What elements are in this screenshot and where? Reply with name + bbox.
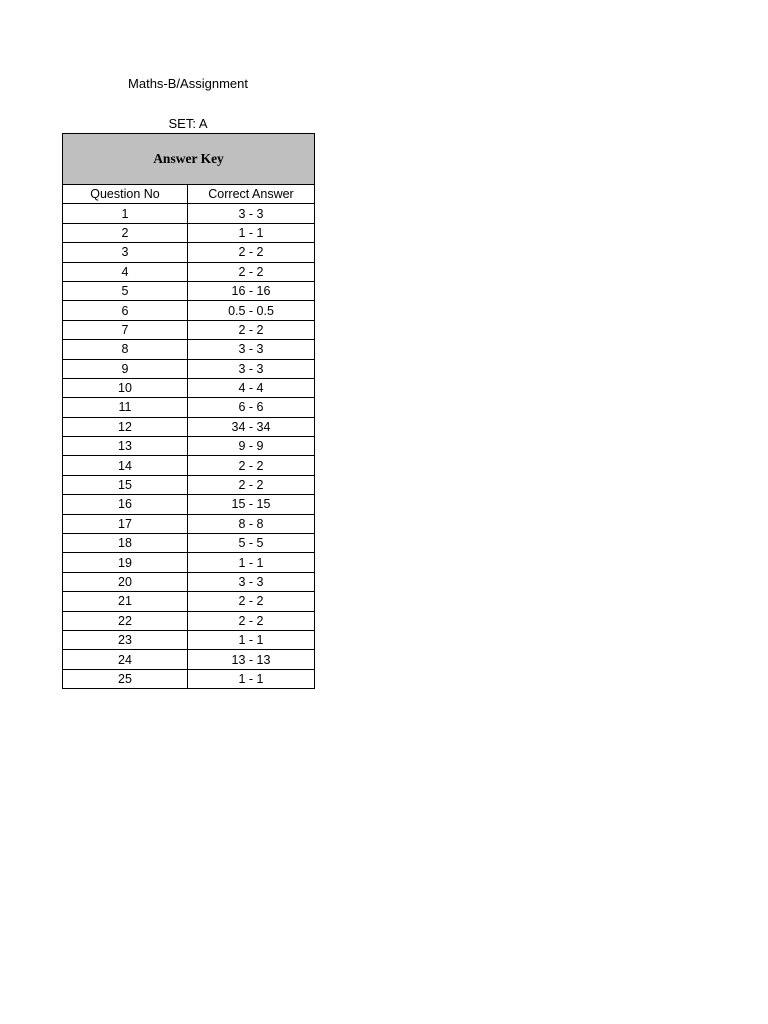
question-number-cell: 3 xyxy=(63,243,188,262)
correct-answer-cell: 2 - 2 xyxy=(188,320,315,339)
answer-rows xyxy=(63,204,315,689)
table-row xyxy=(63,320,315,339)
question-number-cell: 5 xyxy=(63,281,188,300)
table-row xyxy=(63,437,315,456)
correct-answer-cell: 6 - 6 xyxy=(188,398,315,417)
table-row xyxy=(63,417,315,436)
question-number-cell: 24 xyxy=(63,650,188,669)
table-row xyxy=(63,553,315,572)
correct-answer-cell: 16 - 16 xyxy=(188,281,315,300)
correct-answer-cell: 15 - 15 xyxy=(188,495,315,514)
table-row xyxy=(63,223,315,242)
correct-answer-cell: 2 - 2 xyxy=(188,475,315,494)
question-number-cell: 25 xyxy=(63,669,188,688)
table-row xyxy=(63,514,315,533)
question-number-cell: 10 xyxy=(63,378,188,397)
question-number-cell: 22 xyxy=(63,611,188,630)
table-row xyxy=(63,301,315,320)
correct-answer-cell: 8 - 8 xyxy=(188,514,315,533)
answer-key-title: Answer Key xyxy=(63,134,315,185)
correct-answer-cell: 0.5 - 0.5 xyxy=(188,301,315,320)
correct-answer-cell: 2 - 2 xyxy=(188,611,315,630)
question-number-cell: 12 xyxy=(63,417,188,436)
question-number-cell: 21 xyxy=(63,592,188,611)
correct-answer-cell: 2 - 2 xyxy=(188,243,315,262)
table-row xyxy=(63,456,315,475)
table-row xyxy=(63,398,315,417)
answer-key-table xyxy=(62,133,315,689)
question-number-cell: 2 xyxy=(63,223,188,242)
question-number-cell: 4 xyxy=(63,262,188,281)
question-number-cell: 19 xyxy=(63,553,188,572)
question-number-cell: 18 xyxy=(63,534,188,553)
table-row xyxy=(63,572,315,591)
table-row xyxy=(63,534,315,553)
correct-answer-cell: 5 - 5 xyxy=(188,534,315,553)
correct-answer-cell: 3 - 3 xyxy=(188,340,315,359)
table-row xyxy=(63,650,315,669)
correct-answer-cell: 2 - 2 xyxy=(188,262,315,281)
correct-answer-cell: 4 - 4 xyxy=(188,378,315,397)
document-title: Maths-B/Assignment xyxy=(128,76,248,91)
table-row xyxy=(63,669,315,688)
table-row xyxy=(63,611,315,630)
table-row xyxy=(63,592,315,611)
table-row xyxy=(63,243,315,262)
question-number-cell: 23 xyxy=(63,630,188,649)
table-row xyxy=(63,630,315,649)
question-number-cell: 1 xyxy=(63,204,188,223)
question-number-cell: 13 xyxy=(63,437,188,456)
question-number-cell: 20 xyxy=(63,572,188,591)
correct-answer-cell: 3 - 3 xyxy=(188,359,315,378)
correct-answer-cell: 1 - 1 xyxy=(188,669,315,688)
table-row xyxy=(63,281,315,300)
correct-answer-cell: 9 - 9 xyxy=(188,437,315,456)
correct-answer-cell: 3 - 3 xyxy=(188,572,315,591)
question-number-cell: 16 xyxy=(63,495,188,514)
correct-answer-header: Correct Answer xyxy=(188,185,315,204)
correct-answer-cell: 1 - 1 xyxy=(188,553,315,572)
question-number-cell: 9 xyxy=(63,359,188,378)
column-header-row xyxy=(63,185,315,204)
table-row xyxy=(63,262,315,281)
table-row xyxy=(63,495,315,514)
table-title-row xyxy=(63,134,315,185)
correct-answer-cell: 34 - 34 xyxy=(188,417,315,436)
question-number-cell: 6 xyxy=(63,301,188,320)
question-no-header: Question No xyxy=(63,185,188,204)
correct-answer-cell: 1 - 1 xyxy=(188,630,315,649)
table-row xyxy=(63,378,315,397)
correct-answer-cell: 1 - 1 xyxy=(188,223,315,242)
correct-answer-cell: 13 - 13 xyxy=(188,650,315,669)
set-label: SET: A xyxy=(168,116,208,131)
question-number-cell: 17 xyxy=(63,514,188,533)
correct-answer-cell: 2 - 2 xyxy=(188,456,315,475)
question-number-cell: 8 xyxy=(63,340,188,359)
question-number-cell: 11 xyxy=(63,398,188,417)
table-row xyxy=(63,475,315,494)
correct-answer-cell: 2 - 2 xyxy=(188,592,315,611)
table-row xyxy=(63,359,315,378)
correct-answer-cell: 3 - 3 xyxy=(188,204,315,223)
question-number-cell: 14 xyxy=(63,456,188,475)
table-row xyxy=(63,204,315,223)
table-row xyxy=(63,340,315,359)
question-number-cell: 15 xyxy=(63,475,188,494)
question-number-cell: 7 xyxy=(63,320,188,339)
